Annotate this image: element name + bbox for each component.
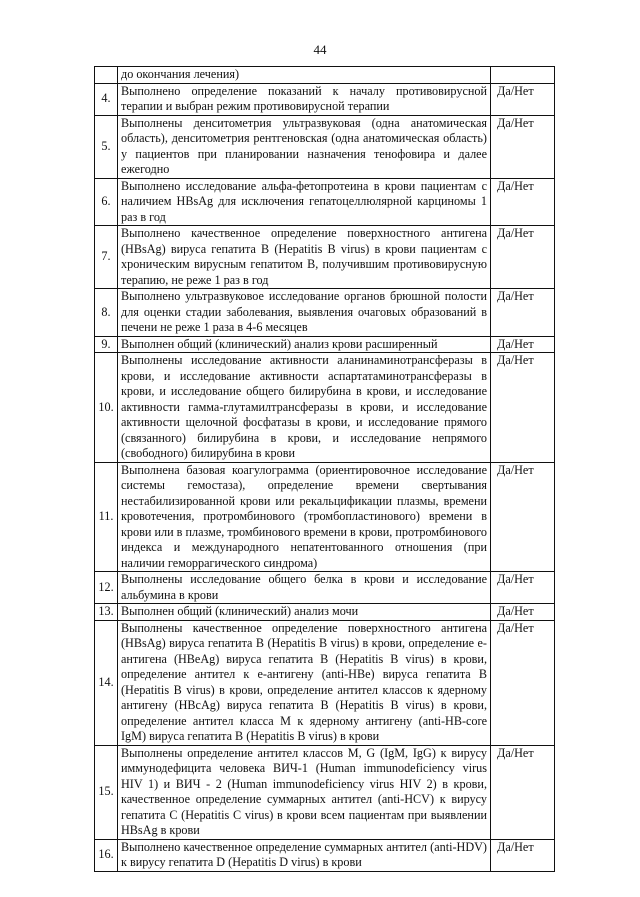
table-row: [95, 67, 555, 84]
table-row: [95, 289, 555, 337]
table-row: [95, 745, 555, 839]
row-answer: Да/Нет: [491, 604, 555, 621]
row-text: до окончания лечения): [118, 67, 491, 84]
row-number: 15.: [95, 745, 118, 839]
row-number: 12.: [95, 572, 118, 604]
row-number: 4.: [95, 83, 118, 115]
row-number: 13.: [95, 604, 118, 621]
row-answer: Да/Нет: [491, 83, 555, 115]
row-answer: Да/Нет: [491, 115, 555, 178]
row-text: Выполнено качественное определение суммарных антител (anti-HDV) к вирусу гепатита D (Hepatitis D virus) в крови: [118, 839, 491, 871]
table-row: [95, 178, 555, 226]
table-row: [95, 604, 555, 621]
row-number: 7.: [95, 226, 118, 289]
row-text: Выполнено исследование альфа-фетопротеина в крови пациентам с наличием HBsAg для исключения гепатоцеллюлярной карциномы 1 раз в год: [118, 178, 491, 226]
table-row: [95, 462, 555, 572]
row-number: [95, 67, 118, 84]
row-answer: [491, 67, 555, 84]
table-row: [95, 620, 555, 745]
row-number: 6.: [95, 178, 118, 226]
row-text: Выполнены определение антител классов М, G (IgM, IgG) к вирусу иммунодефицита человека ВИЧ-1 (Human immunodeficiency virus HIV 1) и ВИЧ - 2 (Human immunodeficiency virus HIV 2) в крови, качественное определение суммарных антител (anti-HCV) к вирусу гепатита С (Hepatitis С virus) в крови всем пациентам при выявлении HBsAg в крови: [118, 745, 491, 839]
row-number: 11.: [95, 462, 118, 572]
table-row: [95, 572, 555, 604]
table-row: [95, 839, 555, 871]
table-row: [95, 115, 555, 178]
row-text: Выполнены исследование общего белка в крови и исследование альбумина в крови: [118, 572, 491, 604]
row-answer: Да/Нет: [491, 572, 555, 604]
row-number: 10.: [95, 353, 118, 463]
row-text: Выполнена базовая коагулограмма (ориентировочное исследование системы гемостаза), определение времени свертывания нестабилизированной крови или рекальцификации плазмы, времени кровотечения, протромбинового (тромбопластинового) времени в крови или в плазме, тромбинового времени в крови, протромбинового индекса и международного непатентованного отношения (при наличии геморрагического синдрома): [118, 462, 491, 572]
row-answer: Да/Нет: [491, 226, 555, 289]
page-number: 44: [313, 42, 327, 57]
row-answer: Да/Нет: [491, 289, 555, 337]
row-text: Выполнены качественное определение поверхностного антигена (HBsAg) вируса гепатита В (Hepatitis В virus) в крови, определение е-антигена (HBeAg) вируса гепатита В (Hepatitis В virus) в крови, определение антител к е-антигену (anti-HBe) вируса гепатита В (Hepatitis В virus) в крови, определение антител классов к ядерному антигену (HBcAg) вируса гепатита В (Hepatitis В virus) в крови, определение антител класса М к ядерному антигену (anti-HB-core IgM) вируса гепатита В (Hepatitis В virus) в крови: [118, 620, 491, 745]
row-answer: Да/Нет: [491, 178, 555, 226]
row-answer: Да/Нет: [491, 839, 555, 871]
row-answer: Да/Нет: [491, 620, 555, 745]
row-number: 9.: [95, 336, 118, 353]
row-text: Выполнено определение показаний к началу противовирусной терапии и выбран режим противовирусной терапии: [118, 83, 491, 115]
table-row: [95, 336, 555, 353]
row-text: Выполнен общий (клинический) анализ крови расширенный: [118, 336, 491, 353]
row-answer: Да/Нет: [491, 353, 555, 463]
row-number: 16.: [95, 839, 118, 871]
row-text: Выполнено ультразвуковое исследование органов брюшной полости для оценки стадии заболевания, выявления очаговых образований в печени не реже 1 раза в 4-6 месяцев: [118, 289, 491, 337]
row-number: 14.: [95, 620, 118, 745]
table-row: [95, 353, 555, 463]
row-text: Выполнены исследование активности аланинаминотрансферазы в крови, и исследование активности аспартатаминотрансферазы в крови, и исследование общего билирубина в крови, и исследование активности гамма-глутамилтрансферазы в крови, и исследование активности щелочной фосфатазы в крови, и исследование прямого (связанного) билирубина в крови, и исследование непрямого (свободного) билирубина в крови: [118, 353, 491, 463]
row-text: Выполнен общий (клинический) анализ мочи: [118, 604, 491, 621]
row-answer: Да/Нет: [491, 336, 555, 353]
row-number: 8.: [95, 289, 118, 337]
table-row: [95, 226, 555, 289]
row-number: 5.: [95, 115, 118, 178]
table-row: [95, 83, 555, 115]
row-answer: Да/Нет: [491, 462, 555, 572]
row-answer: Да/Нет: [491, 745, 555, 839]
row-text: Выполнены денситометрия ультразвуковая (одна анатомическая область), денситометрия рентгеновская (одна анатомическая область) у пациентов при планировании назначения тенофовира и далее ежегодно: [118, 115, 491, 178]
criteria-table: [94, 66, 555, 872]
row-text: Выполнено качественное определение поверхностного антигена (HBsAg) вируса гепатита В (Hepatitis В virus) в крови пациентам с хроническим вирусным гепатитом В, получившим противовирусную терапию, не реже 1 раз в год: [118, 226, 491, 289]
